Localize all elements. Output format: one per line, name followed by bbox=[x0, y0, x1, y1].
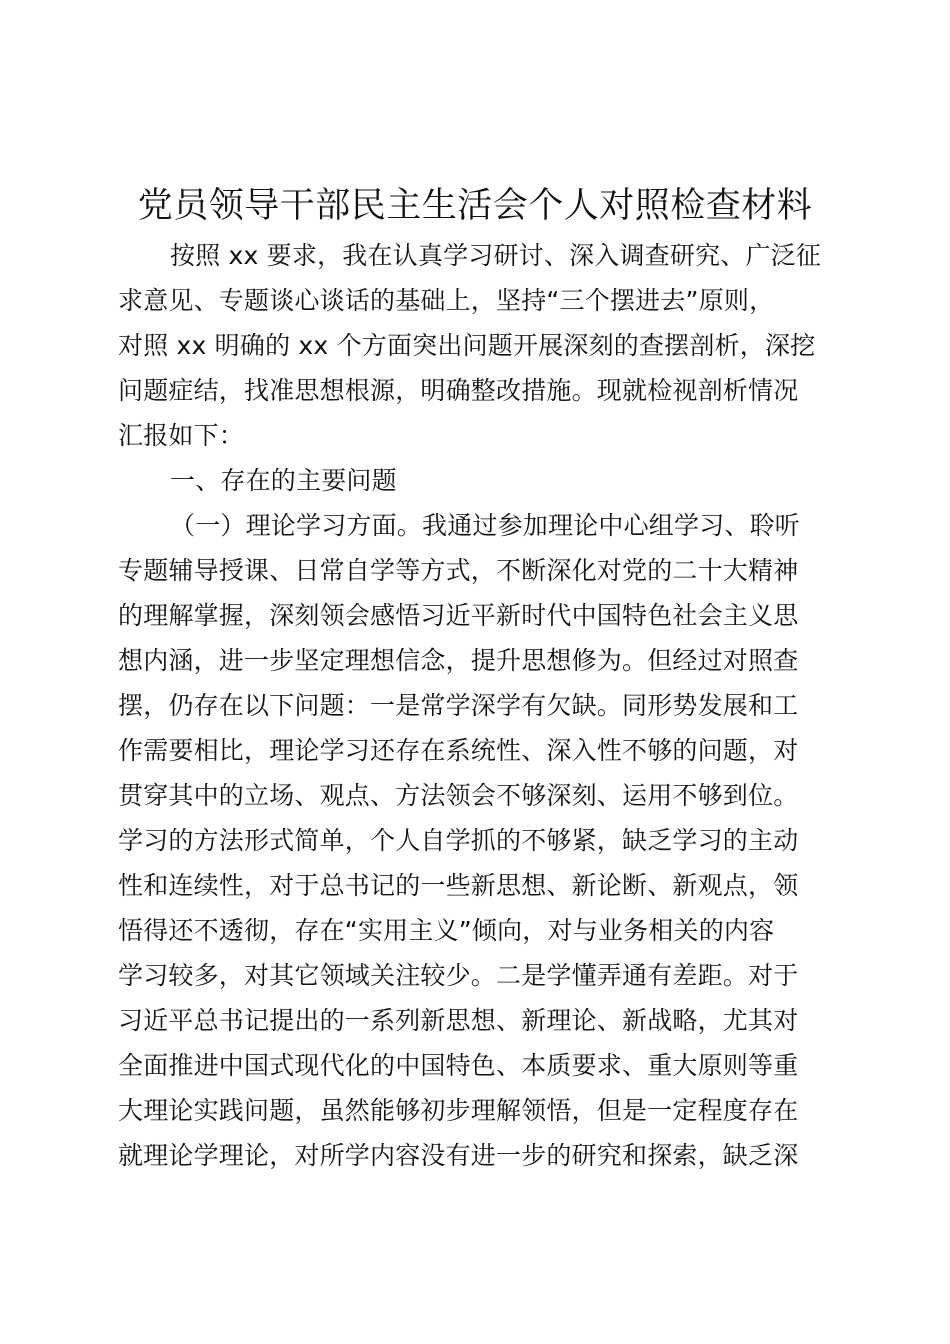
paragraph-theory-line-10: 悟得还不透彻，存在“实用主义”倾向，对与业务相关的内容 bbox=[118, 916, 775, 945]
paragraph-theory-line-8: 学习的方法形式简单，个人自学抓的不够紧，缺乏学习的主动 bbox=[118, 826, 799, 855]
paragraph-theory-line-15: 就理论学理论，对所学内容没有进一步的研究和探索，缺乏深 bbox=[118, 1141, 799, 1170]
paragraph-intro-line-5: 汇报如下： bbox=[118, 421, 245, 450]
paragraph-theory-line-1: （一）理论学习方面。我通过参加理论中心组学习、聆听 bbox=[170, 511, 801, 540]
paragraph-theory-line-6: 作需要相比，理论学习还存在系统性、深入性不够的问题，对 bbox=[118, 736, 799, 765]
paragraph-theory-line-11: 学习较多，对其它领域关注较少。二是学懂弄通有差距。对于 bbox=[118, 961, 799, 990]
document-title: 党员领导干部民主生活会个人对照检查材料 bbox=[137, 186, 813, 226]
paragraph-theory-line-7: 贯穿其中的立场、观点、方法领会不够深刻、运用不够到位。 bbox=[118, 781, 799, 810]
section-heading-1: 一、存在的主要问题 bbox=[170, 466, 397, 495]
paragraph-theory-line-5: 摆，仍存在以下问题：一是常学深学有欠缺。同形势发展和工 bbox=[118, 691, 799, 720]
paragraph-theory-line-9: 性和连续性，对于总书记的一些新思想、新论断、新观点，领 bbox=[118, 871, 799, 900]
paragraph-theory-line-12: 习近平总书记提出的一系列新思想、新理论、新战略，尤其对 bbox=[118, 1006, 799, 1035]
paragraph-intro-line-1: 按照 xx 要求，我在认真学习研讨、深入调查研究、广泛征 bbox=[170, 241, 822, 270]
paragraph-theory-line-2: 专题辅导授课、日常自学等方式，不断深化对党的二十大精神 bbox=[118, 556, 799, 585]
paragraph-intro-line-2: 求意见、专题谈心谈话的基础上，坚持“三个摆进去”原则， bbox=[118, 286, 775, 315]
paragraph-theory-line-14: 大理论实践问题，虽然能够初步理解领悟，但是一定程度存在 bbox=[118, 1096, 799, 1125]
document-body bbox=[118, 233, 828, 1178]
paragraph-theory-line-4: 想内涵，进一步坚定理想信念，提升思想修为。但经过对照查 bbox=[118, 646, 799, 675]
paragraph-intro-line-4: 问题症结，找准思想根源，明确整改措施。现就检视剖析情况 bbox=[118, 376, 799, 405]
paragraph-theory-line-3: 的理解掌握，深刻领会感悟习近平新时代中国特色社会主义思 bbox=[118, 601, 799, 630]
paragraph-intro-line-3: 对照 xx 明确的 xx 个方面突出问题开展深刻的查摆剖析，深挖 bbox=[118, 331, 816, 360]
paragraph-theory-line-13: 全面推进中国式现代化的中国特色、本质要求、重大原则等重 bbox=[118, 1051, 799, 1080]
